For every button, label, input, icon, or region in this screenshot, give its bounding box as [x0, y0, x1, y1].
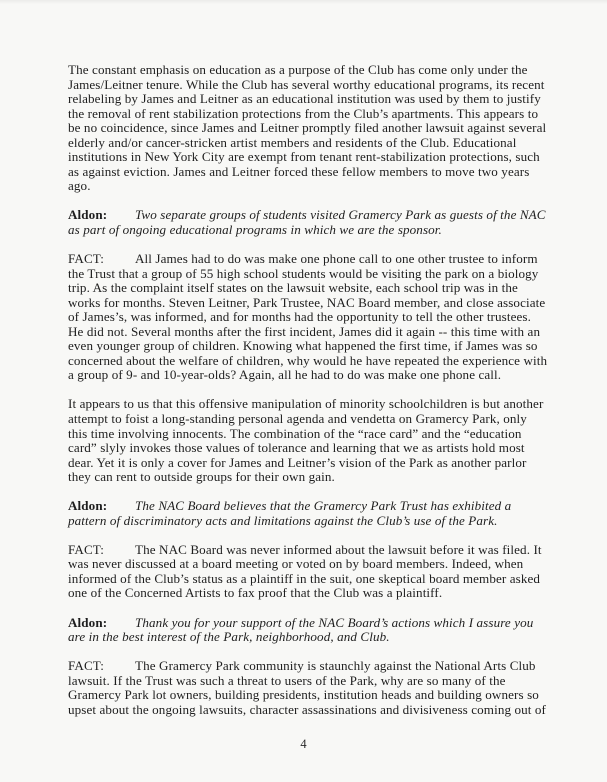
aldon-label: Aldon:: [68, 614, 108, 630]
aldon-quote-paragraph-1: [68, 208, 548, 237]
fact-label: FACT:: [68, 251, 104, 267]
paragraph-text: It appears to us that this offensive manipulation of minority schoolchildren is but another attempt to foist a long-standing personal agenda and vendetta on Gramercy Park, only this time involving innocents. The combination of the “race card” and the “education card” slyly invokes those values of tolerance and learning that we as artists hold most dear. Yet it is only a cover for James and Leitner’s vision of the Park as another parlor they can rent to outside groups for their own gain.: [68, 396, 544, 485]
fact-paragraph-3: [68, 659, 548, 717]
aldon-quote-text: The NAC Board believes that the Gramercy Park Trust has exhibited a pattern of discriminatory acts and limitations against the Club’s use of the Park.: [68, 498, 512, 528]
aldon-quote-paragraph-3: [68, 616, 548, 645]
aldon-quote-text: Two separate groups of students visited Gramercy Park as guests of the NAC as part of ongoing educational programs in which we are the sponsor.: [68, 207, 546, 237]
document-text-block: [68, 63, 548, 717]
aldon-label: Aldon:: [68, 498, 108, 514]
aldon-label: Aldon:: [68, 207, 108, 223]
aldon-quote-paragraph-2: [68, 499, 548, 528]
paragraph-text: The constant emphasis on education as a purpose of the Club has come only under the James/Leitner tenure. While the Club has several worthy educational programs, its recent relabeling by James and Leitner as an educational institution was used by them to justify the removal of rent stabilization protections from the Club’s apartments. This appears to be no coincidence, since James and Leitner promptly filed another lawsuit against several elderly and/or cancer-stricken artist members and residents of the Club. Educational institutions in New York City are exempt from tenant rent-stabilization protections, such as against eviction. James and Leitner forced these fellow members to move two years ago.: [68, 62, 547, 194]
fact-label: FACT:: [68, 541, 104, 557]
fact-text: The Gramercy Park community is staunchly against the National Arts Club lawsuit. If the Trust was such a threat to users of the Park, why are so many of the Gramercy Park lot owners, building presidents, institution heads and building owners so upset about the ongoing lawsuits, character assassinations and divisiveness coming out of: [68, 658, 547, 717]
fact-paragraph-1: [68, 252, 548, 383]
fact-text: The NAC Board was never informed about the lawsuit before it was filed. It was never discussed at a board meeting or voted on by board members. Indeed, when informed of the Club’s status as a plaintiff in the suit, one skeptical board member asked one of the Concerned Artists to fax proof that the Club was a plaintiff.: [68, 541, 542, 601]
body-paragraph-manipulation: [68, 397, 548, 484]
fact-text: All James had to do was make one phone call to one other trustee to inform the Trust that a group of 55 high school students would be visiting the park on a biology trip. As the complaint itself states on the lawsuit website, each school trip was in the works for months. Steven Leitner, Park Trustee, NAC Board member, and close associate of James’s, was informed, and for months had the opportunity to tell the other trustees. He did not. Several months after the first incident, James did it again -- this time with an even younger group of children. Knowing what happened the first time, if James was so concerned about the welfare of children, why would he have repeated the experience with a group of 9- and 10-year-olds? Again, all he had to do was make one phone call.: [68, 251, 548, 383]
fact-paragraph-2: [68, 543, 548, 601]
body-paragraph-education: [68, 63, 548, 194]
fact-label: FACT:: [68, 658, 104, 674]
aldon-quote-text: Thank you for your support of the NAC Board’s actions which I assure you are in the best interest of the Park, neighborhood, and Club.: [68, 614, 534, 645]
page-number: 4: [300, 737, 307, 751]
